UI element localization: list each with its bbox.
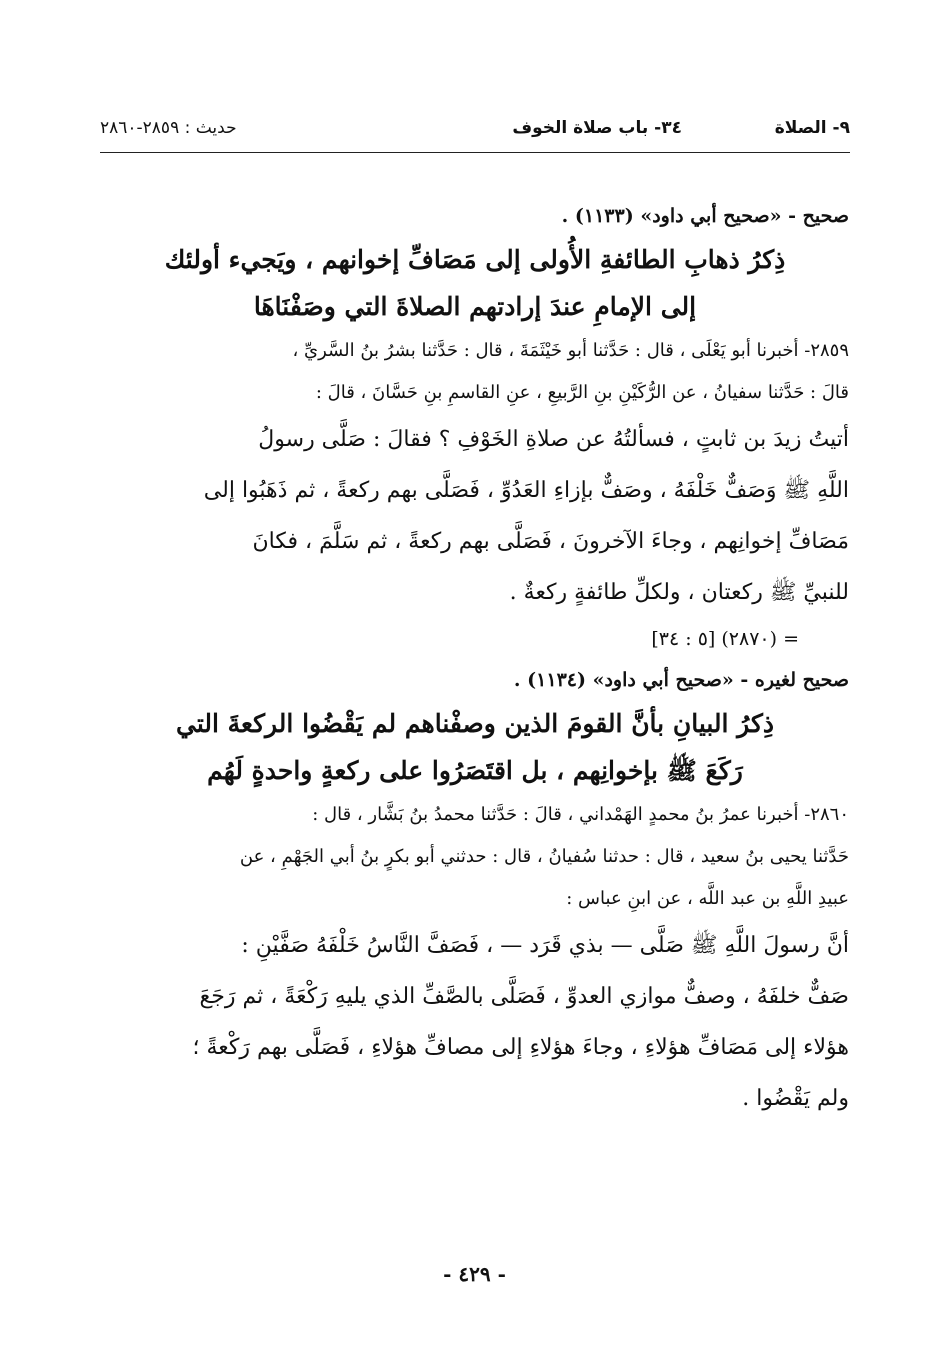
isnad-line: ٢٨٦٠- أخبرنا عمرُ بنُ محمدٍ الهَمْداني ، قالَ : حَدَّثنا محمدُ بنُ بَشَّار ، قال : bbox=[312, 804, 849, 825]
matn-line: اللَّهِ ﷺ وَصَفٌّ خَلْفَهُ ، وصَفٌّ بإزاءِ العَدُوِّ ، فَصَلَّى بهم ركعةً ، ثم ذَهَبُوا إلى bbox=[203, 478, 849, 503]
matn-line: ولم يَقْضُوا . bbox=[742, 1086, 849, 1111]
grade-note-1134: صحيح لغيره - «صحيح أبي داود» (١١٣٤) . bbox=[513, 669, 849, 691]
matn-line: أتيتُ زيدَ بن ثابتٍ ، فسألتُهُ عن صلاةِ الخَوْفِ ؟ فقالَ : صَلَّى رسولُ bbox=[258, 427, 849, 452]
chapter-heading-line: إلى الإمامِ عندَ إرادتهم الصلاةَ التي وصَفْنَاهَا bbox=[253, 292, 697, 321]
header-chapter: ٩- الصلاة bbox=[774, 118, 850, 138]
page-number: - ٤٢٩ - bbox=[443, 1262, 506, 1286]
hadith-2860-matn bbox=[101, 920, 849, 1124]
page-body bbox=[101, 196, 849, 1124]
matn-line: صَفٌّ خلفَهُ ، وصفٌّ موازي العدوِّ ، فَصَلَّى بالصَّفِّ الذي يليهِ رَكْعَةً ، ثم رَجَعَ bbox=[199, 984, 849, 1009]
chapter-heading-line: ذِكرُ البيانِ بأنَّ القومَ الذين وصفْناهم لم يَقْضُوا الركعةَ التي bbox=[176, 709, 774, 738]
running-header bbox=[100, 112, 850, 153]
hadith-2860-isnad bbox=[101, 794, 849, 920]
grade-note-1133: صحيح - «صحيح أبي داود» (١١٣٣) . bbox=[561, 205, 849, 227]
hadith-2859-isnad bbox=[101, 330, 849, 414]
isnad-line: ٢٨٥٩- أخبرنا أبو يَعْلَى ، قال : حَدَّثنا أبو خَيْثَمَةَ ، قال : حَدَّثنا بشرُ بنُ السَّريِّ ، bbox=[292, 340, 849, 361]
matn-line: أنَّ رسولَ اللَّهِ ﷺ صَلَّى — بذي قَرَد — ، فَصَفَّ النَّاسُ خَلْفَهُ صَفَّيْنِ : bbox=[241, 933, 849, 958]
chapter-heading-line: ذِكرُ ذهابِ الطائفةِ الأُولى إلى مَصَافِّ إخوانهم ، ويَجيء أولئك bbox=[164, 245, 786, 274]
cross-reference: = (٢٨٧٠) [٥ : ٣٤] bbox=[651, 628, 799, 650]
isnad-line: حَدَّثنا يحيى بنُ سعيد ، قال : حدثنا سُفيانُ ، قال : حدثني أبو بكرٍ بنُ أبي الجَهْمِ ، عن bbox=[239, 846, 849, 867]
chapter-heading-2 bbox=[101, 700, 849, 794]
chapter-heading-line: رَكَعَ ﷺ بإخوانِهم ، بل اقتَصَرُوا على ركعةٍ واحدةٍ لَهُم bbox=[207, 756, 743, 785]
header-hadith-range: حديث : ٢٨٥٩-٢٨٦٠ bbox=[100, 118, 237, 138]
hadith-2859-matn bbox=[101, 414, 849, 618]
matn-line: مَصَافِّ إخوانِهم ، وجاءَ الآخرونَ ، فَصَلَّى بهم ركعةً ، ثم سَلَّمَ ، فكانَ bbox=[252, 529, 849, 554]
isnad-line: قالَ : حَدَّثنا سفيانُ ، عن الرُّكَيْنِ بنِ الرَّبيعِ ، عنِ القاسمِ بنِ حَسَّانَ ، قالَ : bbox=[315, 382, 849, 403]
matn-line: للنبيِّ ﷺ ركعتان ، ولكلِّ طائفةٍ ركعةٌ . bbox=[509, 580, 849, 605]
isnad-line: عبيدِ اللَّهِ بن عبد اللَّه ، عن ابنِ عباس : bbox=[566, 888, 849, 909]
header-section: ٣٤- باب صلاة الخوف bbox=[512, 118, 682, 138]
matn-line: هؤلاء إلى مَصَافِّ هؤلاءِ ، وجاءَ هؤلاءِ إلى مصافِّ هؤلاءِ ، فَصَلَّى بهم رَكْعةً ؛ bbox=[192, 1035, 849, 1060]
chapter-heading-1 bbox=[101, 236, 849, 330]
